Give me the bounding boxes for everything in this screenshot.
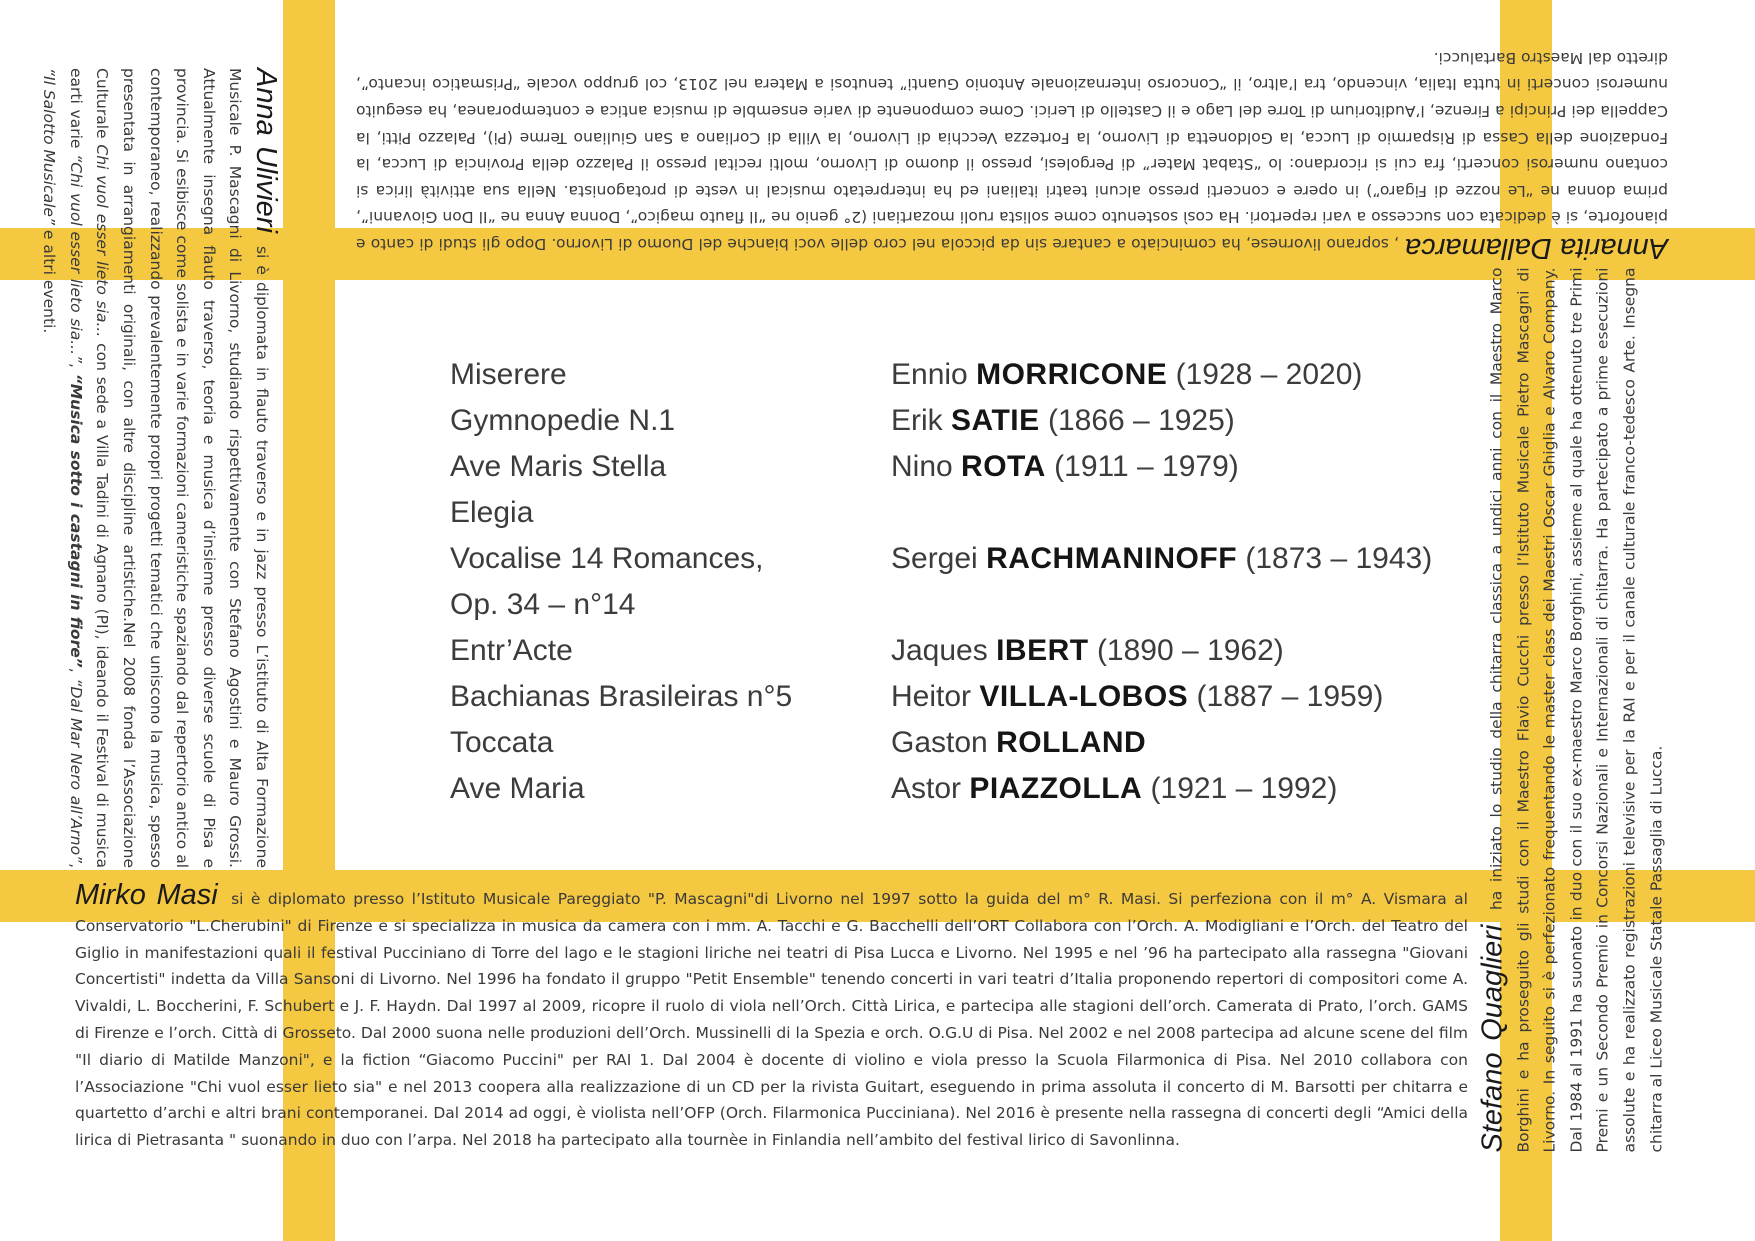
bio-ulivieri-name: Anna Ulivieri — [250, 68, 282, 233]
composer-first-name: Heitor — [891, 680, 972, 713]
composer-surname: VILLA-LOBOS — [979, 680, 1189, 713]
program-composer — [891, 766, 1337, 812]
composer-first-name: Nino — [891, 450, 953, 483]
composer-first-name: Astor — [891, 772, 962, 805]
program-composer — [891, 720, 1146, 766]
composer-dates: (1928 – 2020) — [1175, 358, 1363, 391]
bio-quaglieri-paragraph — [1476, 267, 1670, 1153]
program-piece: Bachianas Brasileiras n°5 — [450, 680, 793, 713]
composer-surname: SATIE — [951, 404, 1040, 437]
bio-masi-text: si è diplomato presso l’Istituto Musicale Pareggiato "P. Mascagni"di Livorno nel 1997 sotto la guida del m° R. Masi. Si perfeziona con il m° A. Vismara al Conservatorio "L.Cherubini" di Firenze e si specializza in musica da camera con i mm. A. Tacchi e G. Bacchelli dell’ORT Collabora con l’Orch. A. Modigliani e l’Orch. del Teatro del Giglio in manifestazioni quali il festival Pucciniano di Torre del lago e le stagioni liriche nei teatri di Pisa Lucca e Livorno. Nel 1995 e nel ’96 ha partecipato alla rassegna "Giovani Concertisti" indetta da Villa Sansoni di Livorno. Nel 1996 ha fondato il gruppo "Petit Ensemble" tenendo concerti in vari teatri d’Italia proponendo repertori di compositori come A. Vivaldi, L. Boccherini, F. Schubert e J. F. Haydn. Dal 1997 al 2009, ricopre il ruolo di viola nell’Orch. Città Lirica, e partecipa alle stagioni dell’orch. Camerata di Prato, l’orch. GAMS di Firenze e l’orch. Città di Grosseto. Dal 2000 suona nelle produzioni dell’Orch. Mussinelli di la Spezia e orch. O.G.U di Pisa. Nel 2002 e nel 2008 partecipa ad alcune scene del film "Il diario di Matilde Manzoni", e la fiction “Giacomo Puccini" per RAI 1. Dal 2004 è docente di violino e viola presso la Scuola Filarmonica di Pisa. Nel 2010 collabora con l’Associazione "Chi vuol esser lieto sia" e nel 2013 coopera alla realizzazione di un CD per la rivista Guitart, eseguendo in prima assoluta il concerto di M. Barsotti per chitarra e quartetto d’archi e altri brani contemporanei. Dal 2014 ad oggi, è violista nell’OFP (Orch. Filarmonica Pucciniana). Nel 2016 è presente nella rassegna di concerti degli “Amici della lirica di Pietrasanta " suonando in duo con l’arpa. Nel 2018 ha partecipato alla tournèe in Finlandia nell’ambito del festival lirico di Savonlinna. — [75, 890, 1468, 1150]
program-piece: Ave Maris Stella — [450, 450, 667, 483]
program-composer — [891, 628, 1284, 674]
composer-first-name: Erik — [891, 404, 943, 437]
composer-surname: RACHMANINOFF — [986, 542, 1238, 575]
bio-quaglieri-text: ha iniziato lo studio della chitarra classica a undici anni con il Maestro Marco Borghini e ha proseguito gli studi con il Maestro Flavio Cucchi presso l’Istituto Musicale Pietro Mascagni di Livorno. In seguito si è perfezionato frequentando le master class dei Maestri Oscar Ghiglia e Alvaro Company. Dal 1984 al 1991 ha suonato in duo con il suo ex-maestro Marco Borghini, assieme al quale ha ottenuto tre Primi Premi e un Secondo Premio in Concorsi Nazionali e Internazionali di chitarra. Ha partecipato a prime esecuzioni assolute e ha realizzato registrazioni televisive per la RAI e per il canale culturale franco-tedesco Arte. Insegna chitarra al Liceo Musicale Statale Passaglia di Lucca. — [1487, 267, 1666, 1153]
bio-ulivieri-festival-name: “Chi vuol esser lieto sia...” — [66, 154, 85, 364]
program-row — [450, 490, 1480, 536]
bio-ulivieri-text: si è diplomata in flauto traverso e in jazz presso L’istituto di Alta Formazione Musicale P. Mascagni di Livorno, studiando rispettivamente con Stefano Agostini e Mauro Grossi. Attualmente insegna flauto traverso, teoria e musica d’insieme presso diverse scuole di Pisa e provincia. Si esibisce come solista e in varie formazioni cameristiche spaziando dal repertorio antico al contemporaneo, realizzando prevalentemente propri progetti tematici che uniscono la musica, spesso presentata in arrangiamenti originali, con altre discipline artistiche.Nel 2008 fonda l’Associazione Culturale — [93, 68, 271, 868]
program-row — [450, 628, 1480, 674]
composer-surname: MORRICONE — [976, 358, 1168, 391]
program-row — [450, 766, 1480, 812]
composer-dates: (1890 – 1962) — [1096, 634, 1284, 667]
bio-dallamarca-text: , soprano livornese, ha cominciato a cantare sin da piccola nel coro delle voci bianche del Duomo di Livorno. Dopo gli studi di canto e pianoforte, si è dedicata con successo a vari repertori. Ha così sostenuto come solista ruoli mozartiani (2° genio ne “Il flauto magico”, Donna Anna ne “Il Don Giovanni”, prima donna ne “Le nozze di Figaro”) in opere e concerti presso alcuni teatri italiani ed ha interpretato musical in veste di protagonista. Nella sua attività lirica si contano numerosi concerti, fra cui si ricordano: lo “Stabat Mater” di Pergolesi, presso il duomo di Livorno, molti recital presso il Palazzo della Provincia di Lucca, la Fondazione della Cassa di Risparmio di Lucca, la Goldonetta di Livorno, la Fortezza Vecchia di Livorno, la Villa di Corliano a San Giuliano Terme (Pi), Palazzo Pitti, la Cappella dei Principi a Firenze, l’Auditorium di Torre del Lago e il Castello di Lerici. Come componente di varie ensemble di musica antica e contemporanea, ha eseguito numerosi concerti in tutta Italia, vincendo, tra l’altro, il “Concorso internazionale Antonio Guanti” tenutosi a Matera nel 2013, col gruppo vocale “Prismatico incanto”, diretto dal Maestro Bartalucci. — [356, 48, 1668, 253]
bio-ulivieri-tail: e altri eventi. — [40, 225, 59, 334]
bio-ulivieri — [19, 68, 282, 869]
composer-first-name: Gaston — [891, 726, 988, 759]
bio-masi — [75, 879, 1468, 1154]
bio-dallamarca-paragraph — [356, 44, 1668, 264]
program-piece: Gymnopedie N.1 — [450, 404, 676, 437]
program-row — [450, 674, 1480, 720]
composer-surname: ROLLAND — [996, 726, 1147, 759]
program-piece: Entr’Acte — [450, 634, 573, 667]
composer-surname: ROTA — [961, 450, 1046, 483]
program-piece: Op. 34 – n°14 — [450, 588, 636, 621]
program-row — [450, 582, 1480, 628]
program-composer — [891, 674, 1383, 720]
program-row — [450, 444, 1480, 490]
program-row — [450, 720, 1480, 766]
composer-surname: PIAZZOLLA — [969, 772, 1143, 805]
bio-dallamarca — [356, 44, 1668, 264]
concert-program — [450, 352, 1480, 812]
bio-ulivieri-paragraph — [36, 68, 282, 869]
bio-ulivieri-event3: “Il Salotto Musicale” — [40, 68, 59, 225]
bio-ulivieri-sep3: , — [66, 863, 85, 869]
program-piece: Ave Maria — [450, 772, 585, 805]
program-composer — [891, 444, 1239, 490]
composer-dates: (1873 – 1943) — [1245, 542, 1433, 575]
bio-ulivieri-event1: “Musica sotto i castagni in fiore” — [66, 373, 85, 668]
composer-dates: (1921 – 1992) — [1150, 772, 1338, 805]
program-piece: Toccata — [450, 726, 554, 759]
bio-ulivieri-text2: con sede a Villa Tadini di Agnano (PI), ideando il Festival di musica earti varie — [66, 68, 112, 868]
program-row — [450, 536, 1480, 582]
composer-first-name: Jaques — [891, 634, 988, 667]
bio-masi-name: Mirko Masi — [75, 879, 218, 911]
composer-surname: IBERT — [996, 634, 1089, 667]
composer-dates: (1911 – 1979) — [1054, 450, 1239, 483]
program-composer — [891, 398, 1235, 444]
bio-ulivieri-sep1: , — [66, 363, 85, 374]
composer-dates: (1866 – 1925) — [1047, 404, 1235, 437]
composer-dates: (1887 – 1959) — [1196, 680, 1384, 713]
bio-quaglieri — [1476, 267, 1680, 1153]
program-composer — [891, 352, 1362, 398]
composer-first-name: Sergei — [891, 542, 978, 575]
program-composer — [891, 536, 1432, 582]
bio-ulivieri-assoc-name: Chi vuol esser lieto sia... — [93, 144, 112, 338]
program-piece: Miserere — [450, 358, 567, 391]
composer-first-name: Ennio — [891, 358, 968, 391]
bio-dallamarca-name: Annarita Dallamarca — [1405, 231, 1668, 264]
bio-ulivieri-sep2: , — [66, 667, 85, 679]
program-piece: Elegia — [450, 496, 534, 529]
program-piece: Vocalise 14 Romances, — [450, 542, 764, 575]
bio-masi-paragraph — [75, 879, 1468, 1154]
program-row — [450, 398, 1480, 444]
bio-ulivieri-event2: “Dal Mar Nero all’Arno” — [66, 678, 85, 864]
bio-quaglieri-name: Stefano Quaglieri — [1476, 924, 1509, 1153]
program-row — [450, 352, 1480, 398]
